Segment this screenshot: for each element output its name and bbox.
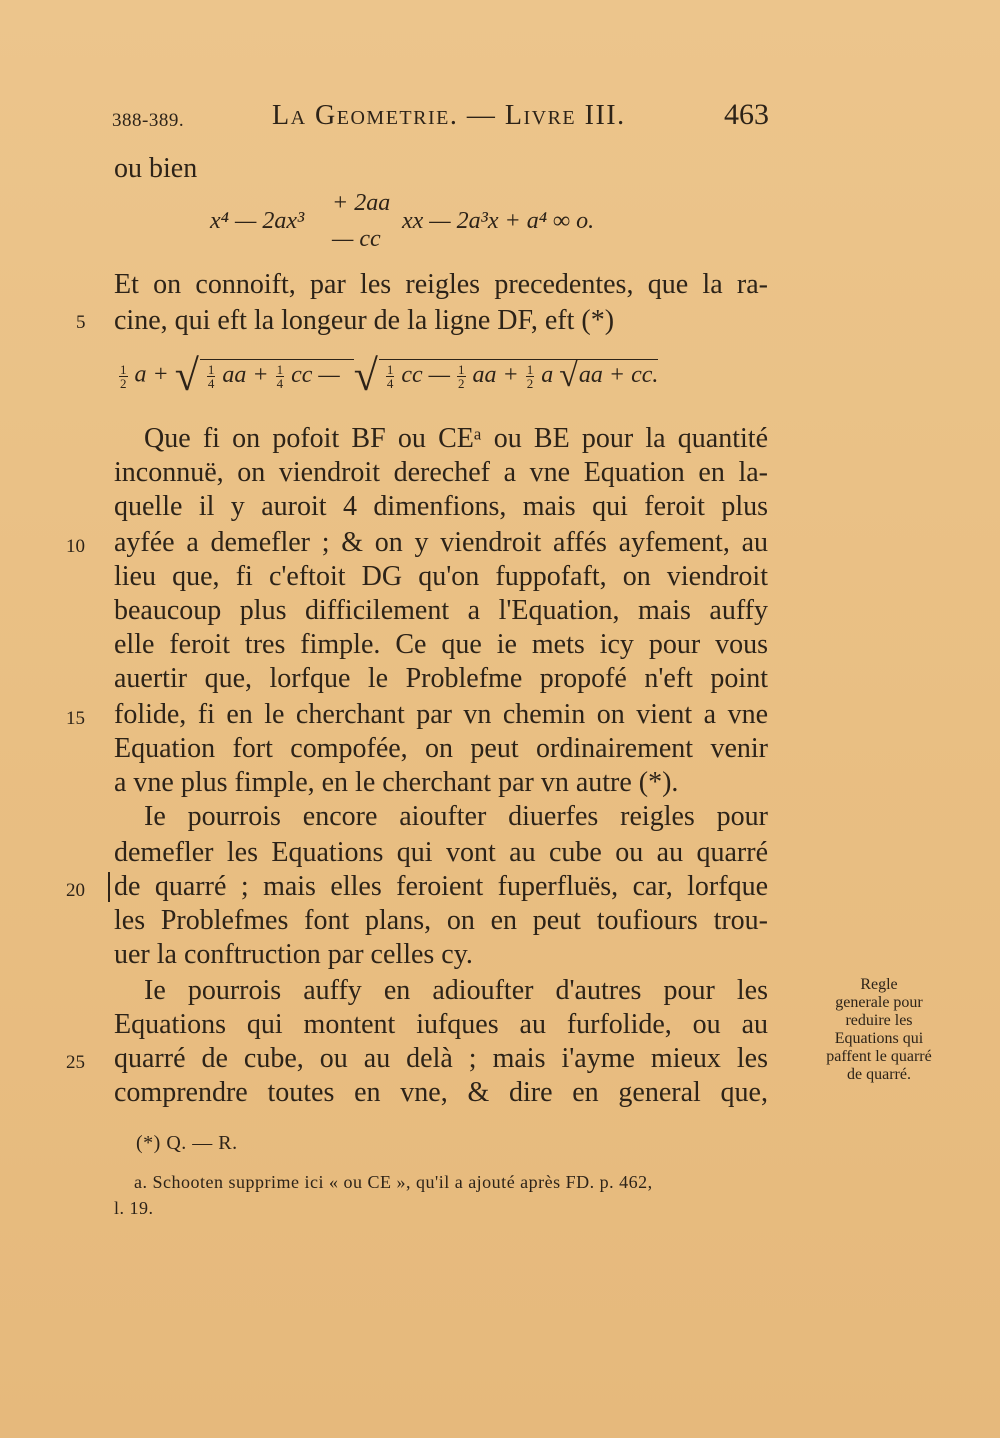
footnote-reference: (*) Q. — R. — [136, 1132, 238, 1154]
radical-icon: √ — [174, 351, 199, 400]
paragraph-line: comprendre toutes en vne, & dire en general que, — [114, 1077, 768, 1108]
paragraph-line: ayfée a demefler ; & on y viendroit affés ayfement, au — [114, 527, 768, 558]
paragraph-line: uer la conftruction par celles cy. — [114, 939, 473, 970]
paragraph-line: demefler les Equations qui vont au cube ou au quarré — [114, 837, 768, 868]
line-number: 15 — [66, 708, 85, 729]
line-number: 10 — [66, 536, 85, 557]
footnote-a-continued: l. 19. — [114, 1198, 154, 1218]
paragraph-line: de quarré ; mais elles feroient fuperfluës, car, lorfque — [114, 871, 768, 902]
radical-icon: √ — [559, 357, 578, 394]
paragraph-line: cine, qui eft la longeur de la ligne DF, eft (*) — [114, 305, 615, 336]
marginal-note-line: de quarré. — [847, 1066, 911, 1083]
line-number: 25 — [66, 1052, 85, 1073]
paragraph-line: folide, fi en le cherchant par vn chemin on vient a vne — [114, 699, 768, 730]
line-number: 20 — [66, 880, 85, 901]
paragraph-line: Ie pourrois encore aioufter diuerfes reigles pour — [144, 801, 768, 832]
paragraph-line: quelle il y auroit 4 dimenfions, mais qui feroit plus — [114, 491, 768, 522]
paragraph-line: Equations qui montent iufques au furfolide, ou au — [114, 1009, 768, 1040]
equation-root: $\frac{1}{2}$ a + √ $\frac{1}{4}$ aa + $\frac{1}{4}$ cc — √ $\frac{1}{4}$ cc — $\frac{1}{2}$ aa + $\frac{1}{2}$ a √aa + cc. — [120, 351, 659, 400]
paragraph-line: les Problefmes font plans, on en peut toufiours trou- — [114, 905, 768, 936]
equation-quartic — [210, 208, 304, 235]
paragraph-line: Que fi on pofoit BF ou CEᵃ ou BE pour la quantité — [144, 423, 768, 454]
equation-lower-coef: — cc — [332, 226, 381, 252]
paragraph-line: lieu que, fi c'eftoit DG qu'on fuppofaft, on viendroit — [114, 561, 768, 592]
paragraph-line: auertir que, lorfque le Problefme propofé n'eft point — [114, 663, 768, 694]
paragraph-line: a vne plus fimple, en le cherchant par vn autre (*). — [114, 767, 679, 798]
running-title: La Geometrie. — Livre III. — [272, 100, 626, 131]
marginal-note-line: Regle — [860, 976, 898, 993]
equation-tail: xx — 2a³x + a⁴ ∞ o. — [402, 208, 595, 234]
radical-icon: √ — [353, 351, 378, 400]
marginal-note-line: Equations qui — [834, 1030, 924, 1047]
equation-lead: x⁴ — 2ax³ — [210, 208, 305, 234]
marginal-note-line: paffent le quarré — [826, 1048, 932, 1065]
paragraph-line: Equation fort compofée, on peut ordinairement venir — [114, 733, 768, 764]
paragraph-line: beaucoup plus difficilement a l'Equation, mais auffy — [114, 595, 768, 626]
page-number: 463 — [724, 98, 769, 131]
paragraph-line: elle feroit tres fimple. Ce que ie mets icy pour vous — [114, 629, 768, 660]
marginal-note-line: generale pour — [835, 994, 923, 1011]
paragraph-line: inconnuë, on viendroit derechef a vne Equation en la- — [114, 457, 768, 488]
line-number: 5 — [76, 312, 86, 333]
footnote-a: a. Schooten supprime ici « ou CE », qu'il a ajouté après FD. p. 462, — [134, 1172, 653, 1192]
marginal-note — [800, 976, 958, 1084]
equation-upper-coef: + 2aa — [332, 190, 391, 216]
margin-mark — [108, 872, 110, 902]
paragraph-line: Ie pourrois auffy en adioufter d'autres pour les — [144, 975, 768, 1006]
intro-text: ou bien — [114, 153, 198, 184]
fraction-half: $\frac{1}{2}$ — [120, 361, 127, 391]
paragraph-line: quarré de cube, ou au delà ; mais i'ayme mieux les — [114, 1043, 768, 1074]
page-reference: 388-389. — [112, 110, 185, 131]
paragraph-line: Et on connoift, par les reigles precedentes, que la ra- — [114, 269, 768, 300]
marginal-note-line: reduire les — [845, 1012, 913, 1029]
